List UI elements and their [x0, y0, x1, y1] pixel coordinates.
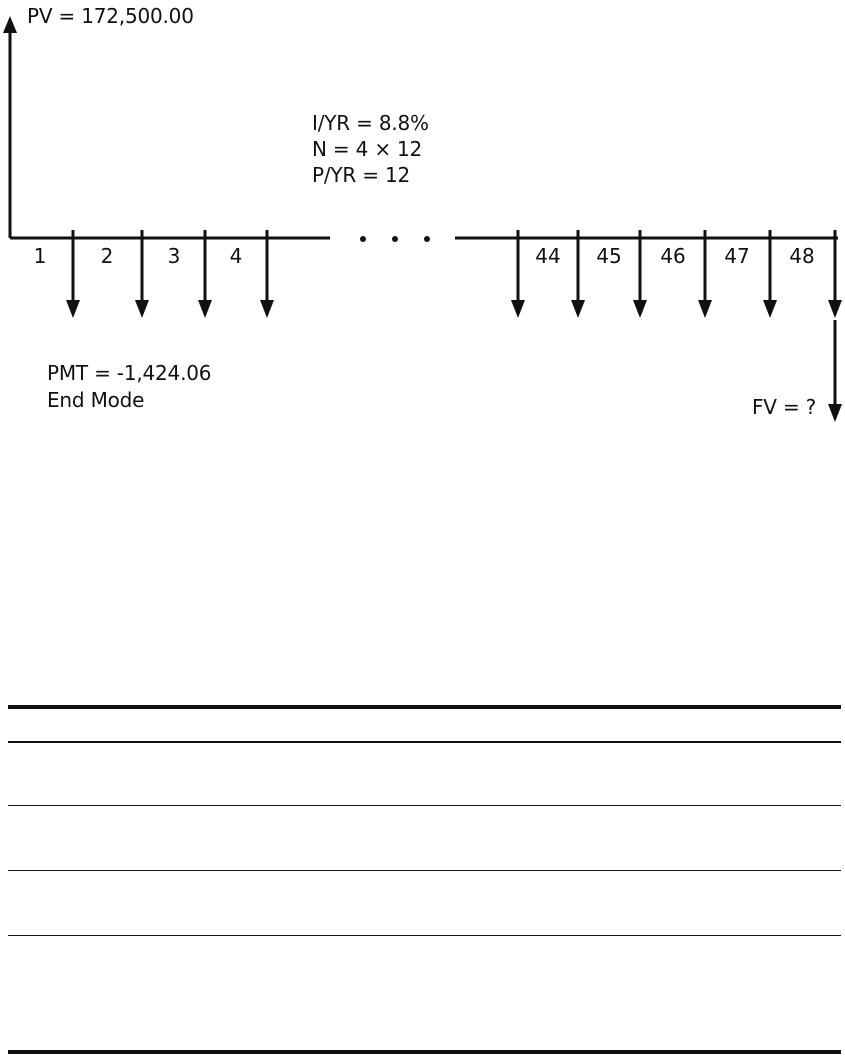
- period-number: 46: [660, 244, 686, 268]
- table-row: [8, 936, 841, 1050]
- pmt-label: PMT = -1,424.06: [47, 361, 212, 385]
- fv-arrow: [828, 320, 842, 422]
- period-number: 48: [789, 244, 815, 268]
- rate-label: I/YR = 8.8%: [312, 111, 429, 135]
- pmt-arrow: [198, 230, 212, 318]
- period-number: 45: [596, 244, 622, 268]
- period-number: 3: [167, 244, 181, 268]
- ellipsis-dot: [360, 236, 366, 242]
- pmt-arrow: [135, 230, 149, 318]
- period-number: 1: [33, 244, 47, 268]
- table-row: [8, 806, 841, 870]
- table-top-rule: [8, 705, 841, 709]
- pv-arrow-head: [3, 16, 17, 33]
- ellipsis-dot: [392, 236, 398, 242]
- pmt-arrow: [633, 230, 647, 318]
- period-number: 44: [535, 244, 561, 268]
- payments-per-year-label: P/YR = 12: [312, 163, 411, 187]
- pmt-arrow: [511, 230, 525, 318]
- period-number: 47: [724, 244, 750, 268]
- period-number: 2: [100, 244, 114, 268]
- mode-label: End Mode: [47, 388, 145, 412]
- pmt-arrow: [260, 230, 274, 318]
- table-row: [8, 743, 841, 805]
- period-number: 4: [229, 244, 243, 268]
- pmt-arrow: [571, 230, 585, 318]
- table-row: [8, 871, 841, 935]
- pv-label: PV = 172,500.00: [27, 4, 194, 28]
- pmt-arrow: [828, 230, 842, 318]
- pmt-arrow: [66, 230, 80, 318]
- table-bottom-rule: [8, 1050, 841, 1054]
- fv-label: FV = ?: [752, 395, 817, 419]
- pmt-arrow: [763, 230, 777, 318]
- pmt-arrow: [698, 230, 712, 318]
- ellipsis-dot: [424, 236, 430, 242]
- periods-label: N = 4 × 12: [312, 137, 423, 161]
